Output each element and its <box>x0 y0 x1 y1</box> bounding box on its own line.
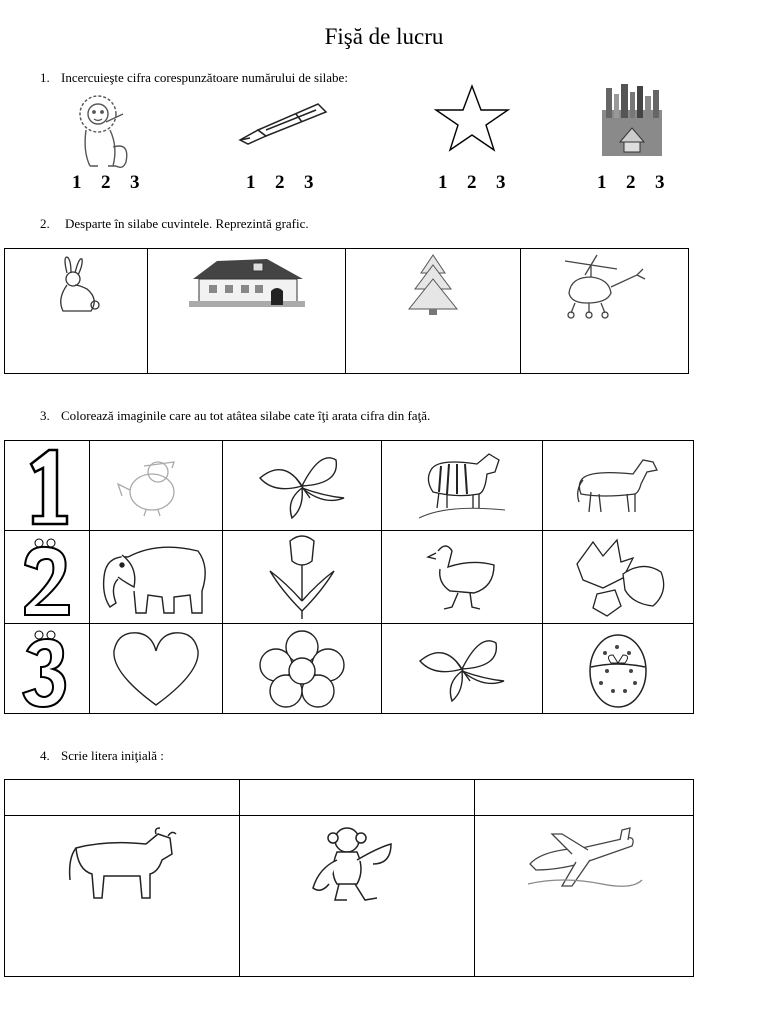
option-1[interactable]: 1 <box>246 172 256 193</box>
section2-instruction: Desparte în silabe cuvintele. Reprezintă grafic. <box>65 216 309 231</box>
section1-heading <box>40 70 348 86</box>
option-2[interactable]: 2 <box>275 172 285 193</box>
option-3[interactable]: 3 <box>655 172 665 193</box>
section4-number: 4. <box>40 748 50 763</box>
syllable-options-star <box>438 172 525 194</box>
section2-heading <box>40 216 309 232</box>
section3-table <box>4 440 694 714</box>
rabbit-icon <box>51 255 101 317</box>
section1-instruction: Incercuieşte cifra corespunzătoare numărului de silabe: <box>61 70 348 85</box>
digit-cell-3 <box>5 624 90 714</box>
city-icon <box>600 82 664 158</box>
heart-icon <box>108 629 204 709</box>
initial-letter-input-1[interactable] <box>5 780 240 816</box>
cell-horse[interactable] <box>543 441 694 531</box>
flower-icon <box>254 629 350 709</box>
section4-table <box>4 779 694 977</box>
tulip-icon <box>262 531 342 623</box>
cell-leaves[interactable] <box>543 531 694 624</box>
cell-airplane[interactable] <box>475 816 694 977</box>
option-2[interactable]: 2 <box>101 172 111 193</box>
section3-number: 3. <box>40 408 50 423</box>
helicopter-icon <box>557 253 653 323</box>
initial-letter-input-2[interactable] <box>240 780 475 816</box>
house-icon <box>187 255 307 309</box>
option-2[interactable]: 2 <box>467 172 477 193</box>
section2-number: 2. <box>40 216 50 231</box>
cell-heart[interactable] <box>90 624 223 714</box>
cell-butterfly-2[interactable] <box>382 624 543 714</box>
option-1[interactable]: 1 <box>438 172 448 193</box>
cell-bird[interactable] <box>90 441 223 531</box>
digit-cell-2 <box>5 531 90 624</box>
cell-flower[interactable] <box>223 624 382 714</box>
option-2[interactable]: 2 <box>626 172 636 193</box>
bird-icon <box>114 454 198 518</box>
hen-icon <box>422 539 502 615</box>
digit-1-icon <box>19 446 75 526</box>
section4-instruction: Scrie litera iniţială : <box>61 748 164 763</box>
section3-heading <box>40 408 430 424</box>
initial-letter-input-3[interactable] <box>475 780 694 816</box>
cell-tulip[interactable] <box>223 531 382 624</box>
elephant-icon <box>98 537 214 617</box>
section3-instruction: Colorează imaginile care au tot atâtea silabe cate îţi arata cifra din faţă. <box>61 408 431 423</box>
monkey-icon <box>307 824 407 904</box>
cell-monkey[interactable] <box>240 816 475 977</box>
cell-helicopter[interactable] <box>521 249 689 374</box>
syllable-options-pen <box>246 172 333 194</box>
section4-heading <box>40 748 164 764</box>
option-1[interactable]: 1 <box>597 172 607 193</box>
pen-icon <box>236 100 331 145</box>
cell-cow[interactable] <box>5 816 240 977</box>
cell-house[interactable] <box>148 249 346 374</box>
syllable-options-lion <box>72 172 159 194</box>
star-icon <box>434 84 510 152</box>
butterfly-icon <box>254 448 350 524</box>
horse-icon <box>573 454 663 518</box>
option-3[interactable]: 3 <box>130 172 140 193</box>
leaves-icon <box>563 534 673 620</box>
cell-zebra[interactable] <box>382 441 543 531</box>
cell-hen[interactable] <box>382 531 543 624</box>
section2-table <box>4 248 689 374</box>
cell-tree[interactable] <box>346 249 521 374</box>
option-1[interactable]: 1 <box>72 172 82 193</box>
lion-icon <box>68 92 138 172</box>
cow-icon <box>66 826 178 902</box>
cell-easter-egg[interactable] <box>543 624 694 714</box>
digit-3-icon <box>19 627 75 711</box>
syllable-options-city <box>597 172 684 194</box>
butterfly-icon <box>414 631 510 707</box>
cell-butterfly-1[interactable] <box>223 441 382 531</box>
cell-elephant[interactable] <box>90 531 223 624</box>
option-3[interactable]: 3 <box>496 172 506 193</box>
section1-number: 1. <box>40 70 50 85</box>
zebra-icon <box>417 448 507 524</box>
option-3[interactable]: 3 <box>304 172 314 193</box>
christmas-tree-icon <box>405 253 461 317</box>
airplane-icon <box>522 824 646 898</box>
digit-cell-1 <box>5 441 90 531</box>
digit-2-icon <box>19 535 75 619</box>
cell-rabbit[interactable] <box>5 249 148 374</box>
page-title: Fişă de lucru <box>324 24 444 49</box>
easter-egg-icon <box>583 627 653 711</box>
